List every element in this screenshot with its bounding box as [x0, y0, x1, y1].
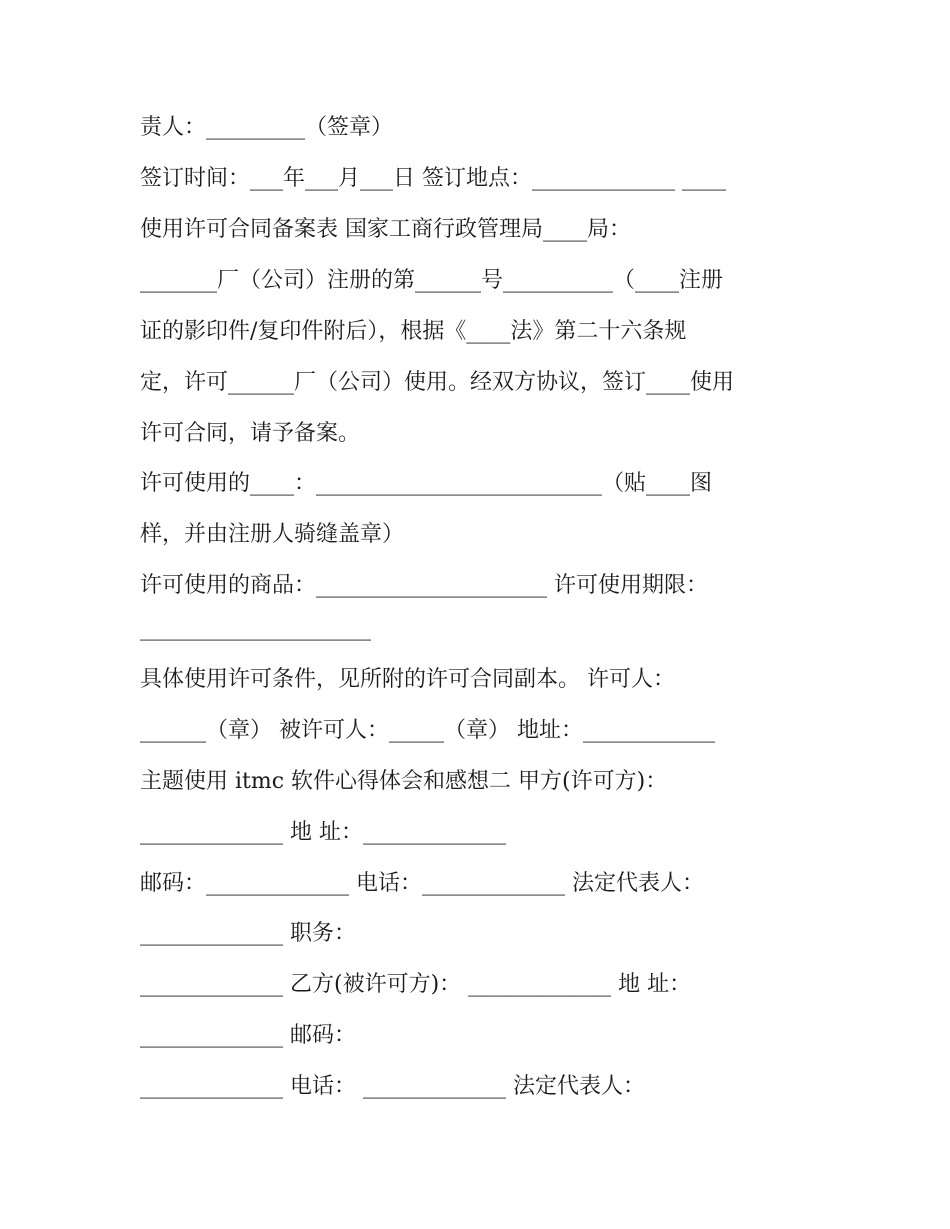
- text-line-party-a-contact: 邮码：_____________ 电话：_____________ 法定代表人：: [140, 871, 704, 896]
- text-line-party-b-postcode: _____________ 邮码：: [140, 1023, 356, 1048]
- text-line-license-conditions: 具体使用许可条件，见所附的许可合同副本。 许可人：: [140, 667, 675, 692]
- text-line-party-b-contact: _____________ 电话： _____________ 法定代表人：: [140, 1074, 645, 1099]
- text-line-filing-form-title: 使用许可合同备案表 国家工商行政管理局____局：: [140, 217, 631, 242]
- text-line-signing-time-place: 签订时间：___年___月___日 签订地点：_____________ ____: [140, 166, 726, 191]
- text-line-licensed-goods: 许可使用的商品：_____________________ 许可使用期限：: [140, 573, 708, 598]
- text-line-filing-request: 许可合同，请予备案。: [140, 421, 361, 446]
- text-line-seal-note: 样，并由注册人骑缝盖章）: [140, 522, 405, 547]
- text-line-signatory: 责人：_________（签章）: [140, 115, 394, 140]
- text-line-registration-number: _______厂（公司）注册的第______号__________（____注册: [140, 268, 724, 293]
- text-line-party-b-heading: _____________ 乙方(被许可方)： _____________ 地 址：: [140, 972, 692, 997]
- text-line-party-a-address: _____________ 地 址：_____________: [140, 820, 506, 845]
- text-line-party-a-position: _____________ 职务：: [140, 921, 356, 946]
- text-line-license-term-blank: _____________________: [140, 616, 371, 641]
- text-line-legal-basis: 证的影印件/复印件附后），根据《____法》第二十六条规: [140, 319, 687, 344]
- text-line-license-agreement: 定，许可______厂（公司）使用。经双方协议，签订____使用: [140, 370, 735, 395]
- text-line-licensor-licensee: ______（章） 被许可人：_____（章） 地址：____________: [140, 718, 715, 743]
- text-line-party-a-heading: 主题使用 itmc 软件心得体会和感想二 甲方(许可方)：: [140, 769, 668, 794]
- text-line-licensed-item: 许可使用的____：__________________________（贴____图: [140, 471, 713, 496]
